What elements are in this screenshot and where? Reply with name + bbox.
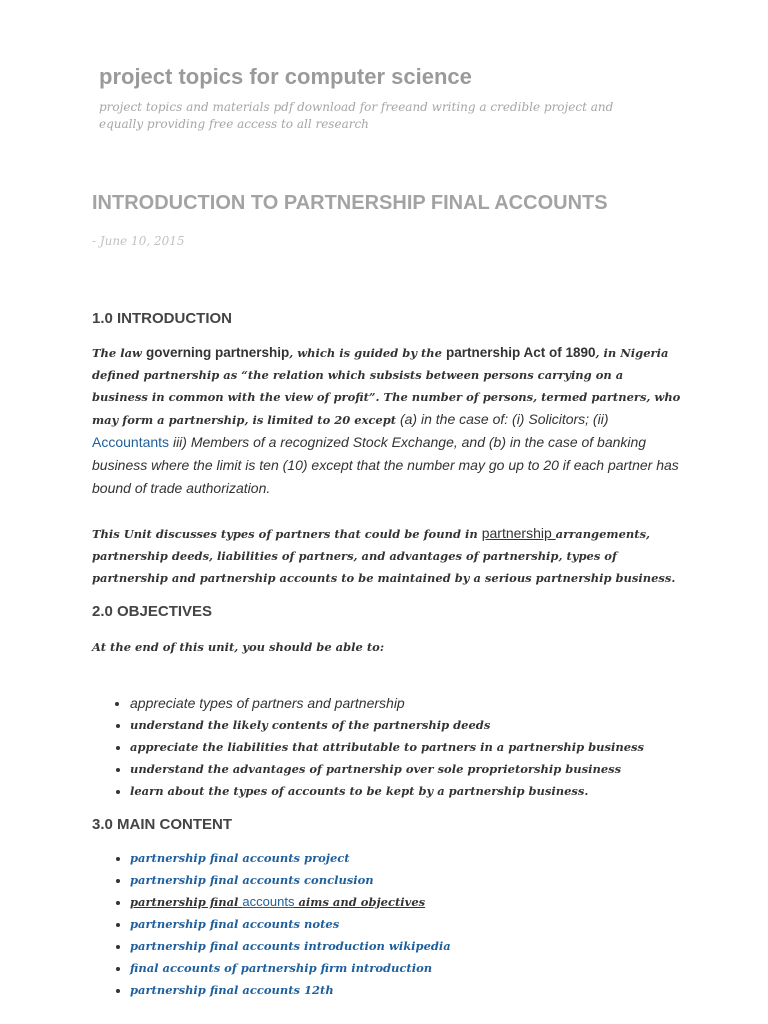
list-item: [130, 913, 682, 935]
related-link[interactable]: partnership final accounts conclusion: [130, 873, 374, 887]
list-item: [130, 869, 682, 891]
related-link[interactable]: partnership final accounts project: [130, 851, 350, 865]
post-title: INTRODUCTION TO PARTNERSHIP FINAL ACCOUNTS: [92, 192, 608, 214]
partnership-link[interactable]: partnership: [481, 525, 556, 541]
objective-item: • learn about the types of accounts to be kept by a partnership business.: [130, 780, 682, 802]
section-heading-objectives: 2.0 OBJECTIVES: [92, 603, 213, 620]
objectives-intro: At the end of this unit, you should be able to:: [92, 640, 385, 654]
unit-text-2: arrangements, partnership deeds, liabilities of partners, and advantages of partnership, types of partnership and partnership accounts to be maintained by a serious partnership business.: [92, 527, 676, 585]
list-item: [130, 891, 682, 913]
list-item: [130, 847, 682, 869]
blog-description: project topics and materials pdf download for freeand writing a credible project and equally providing free access to all research: [99, 100, 614, 131]
related-links-list: [92, 847, 682, 1001]
objective-item: • appreciate types of partners and partnership: [130, 692, 682, 714]
intro-text-5: , in Nigeria defined partnership as “the relation which subsists between persons carrying on a business in common with the view of profit”. The number of persons, termed partners, who may form a partnership, is limited to 20 except: [92, 346, 681, 427]
list-item: [130, 957, 682, 979]
introduction-paragraph: [92, 342, 682, 500]
unit-paragraph: [92, 522, 682, 589]
objective-item: • understand the likely contents of the partnership deeds: [130, 714, 682, 736]
accounts-link[interactable]: accounts: [242, 894, 295, 909]
intro-text-3: , which is guided by the: [289, 346, 446, 360]
intro-text-1: The law: [92, 346, 146, 360]
section-heading-main-content: 3.0 MAIN CONTENT: [92, 816, 233, 833]
list-item: [130, 979, 682, 1001]
intro-text-2: governing partnership: [145, 345, 290, 360]
post-date[interactable]: - June 10, 2015: [92, 234, 185, 248]
list-item: [130, 935, 682, 957]
related-text-part: partnership final: [130, 895, 243, 909]
related-link[interactable]: final accounts of partnership firm introduction: [130, 961, 433, 975]
objectives-list: [92, 692, 682, 802]
post-body: [92, 310, 682, 1001]
related-text: [130, 895, 425, 909]
intro-text-7: iii) Members of a recognized Stock Exchange, and (b) in the case of banking business where the limit is ten (10) except that the number may go up to 20 if each partner has bound of trade authorization.: [92, 434, 679, 496]
section-heading-introduction: 1.0 INTRODUCTION: [92, 310, 233, 327]
intro-text-4: partnership Act of 1890: [446, 345, 596, 360]
intro-text-6: (a) in the case of: (i) Solicitors; (ii): [396, 411, 609, 427]
objective-item: • appreciate the liabilities that attributable to partners in a partnership business: [130, 736, 682, 758]
unit-text-1: This Unit discusses types of partners that could be found in: [92, 527, 482, 541]
accountants-link[interactable]: Accountants: [92, 434, 170, 450]
related-link[interactable]: partnership final accounts 12th: [130, 983, 334, 997]
related-text-part: aims and objectives: [294, 895, 426, 909]
related-link[interactable]: partnership final accounts introduction wikipedia: [130, 939, 451, 953]
objective-item: • understand the advantages of partnership over sole proprietorship business: [130, 758, 682, 780]
related-link[interactable]: partnership final accounts notes: [130, 917, 340, 931]
blog-title[interactable]: project topics for computer science: [99, 64, 472, 89]
